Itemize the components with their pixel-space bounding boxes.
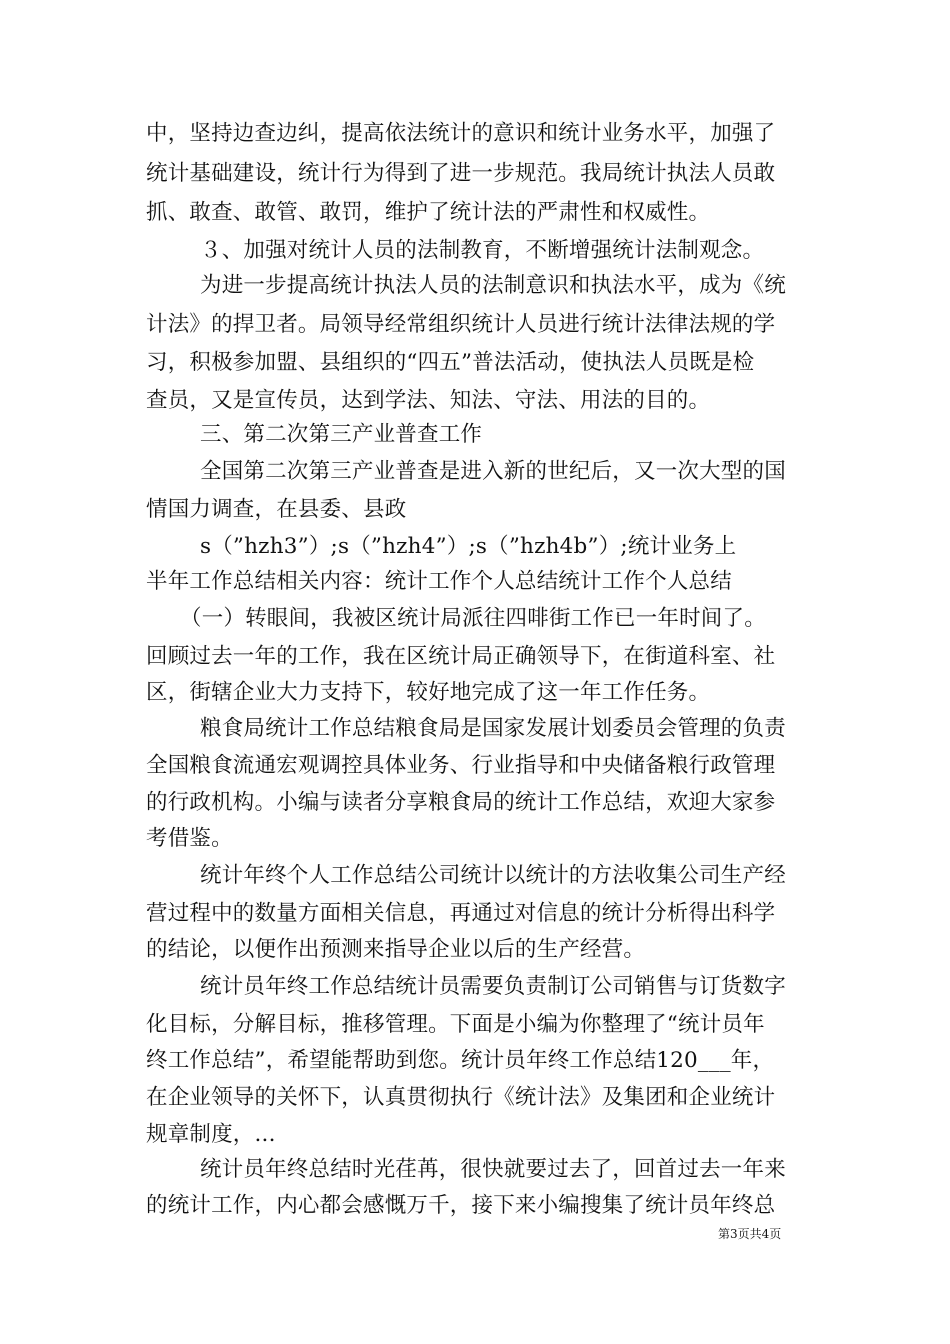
text-line: 在企业领导的关怀下，认真贯彻执行《统计法》及集团和企业统计 [146,1085,776,1110]
text-line: 的行政机构。小编与读者分享粮食局的统计工作总结，欢迎大家参 [146,790,776,815]
text-line: 区，街辖企业大力支持下，较好地完成了这一年工作任务。 [146,680,711,705]
text-line: 全国第二次第三产业普查是进入新的世纪后，又一次大型的国 [200,459,786,484]
text-line: 的统计工作，内心都会感慨万千，接下来小编搜集了统计员年终总 [146,1193,776,1218]
text-line: 的结论，以便作出预测来指导企业以后的生产经营。 [146,937,646,962]
text-line: 查员，又是宣传员，达到学法、知法、守法、用法的目的。 [146,388,711,413]
text-line: 统计员年终总结时光荏苒，很快就要过去了，回首过去一年来 [200,1157,786,1182]
text-line: 习，积极参加盟、县组织的“四五”普法活动，使执法人员既是检 [146,350,755,375]
text-line: 化目标，分解目标，推移管理。下面是小编为你整理了“统计员年 [146,1012,765,1037]
text-line: 终工作总结”，希望能帮助到您。统计员年终工作总结120___年， [146,1048,775,1073]
text-line: 统计年终个人工作总结公司统计以统计的方法收集公司生产经 [200,863,786,888]
text-line: 计法》的捍卫者。局领导经常组织统计人员进行统计法律法规的学 [146,312,776,337]
text-line: 半年工作总结相关内容：统计工作个人总结统计工作个人总结 [146,569,732,594]
text-line: 回顾过去一年的工作，我在区统计局正确领导下，在街道科室、社 [146,644,776,669]
text-line: 考借鉴。 [146,826,233,851]
text-line: 情国力调查，在县委、县政 [146,497,407,522]
text-line: 统计基础建设，统计行为得到了进一步规范。我局统计执法人员敢 [146,161,776,186]
section-heading: 三、第二次第三产业普查工作 [200,422,483,447]
text-line: 规章制度，... [146,1122,276,1147]
text-line: 抓、敢查、敢管、敢罚，维护了统计法的严肃性和权威性。 [146,200,711,225]
text-line: （一）转眼间，我被区统计局派往四啡街工作已一年时间了。 [180,606,766,631]
text-line: s（”hzh3”）;s（”hzh4”）;s（”hzh4b”）;统计业务上 [200,534,737,559]
text-line: 全国粮食流通宏观调控具体业务、行业指导和中央储备粮行政管理 [146,753,776,778]
text-line: 统计员年终工作总结统计员需要负责制订公司销售与订货数字 [200,974,786,999]
text-line: 粮食局统计工作总结粮食局是国家发展计划委员会管理的负责 [200,716,786,741]
text-line: ３、加强对统计人员的法制教育，不断增强统计法制观念。 [200,238,765,263]
text-line: 营过程中的数量方面相关信息，再通过对信息的统计分析得出科学 [146,901,776,926]
page-number: 第3页共4页 [718,1227,782,1241]
text-line: 中，坚持边查边纠，提高依法统计的意识和统计业务水平，加强了 [146,121,776,146]
text-line: 为进一步提高统计执法人员的法制意识和执法水平，成为《统 [200,273,786,298]
